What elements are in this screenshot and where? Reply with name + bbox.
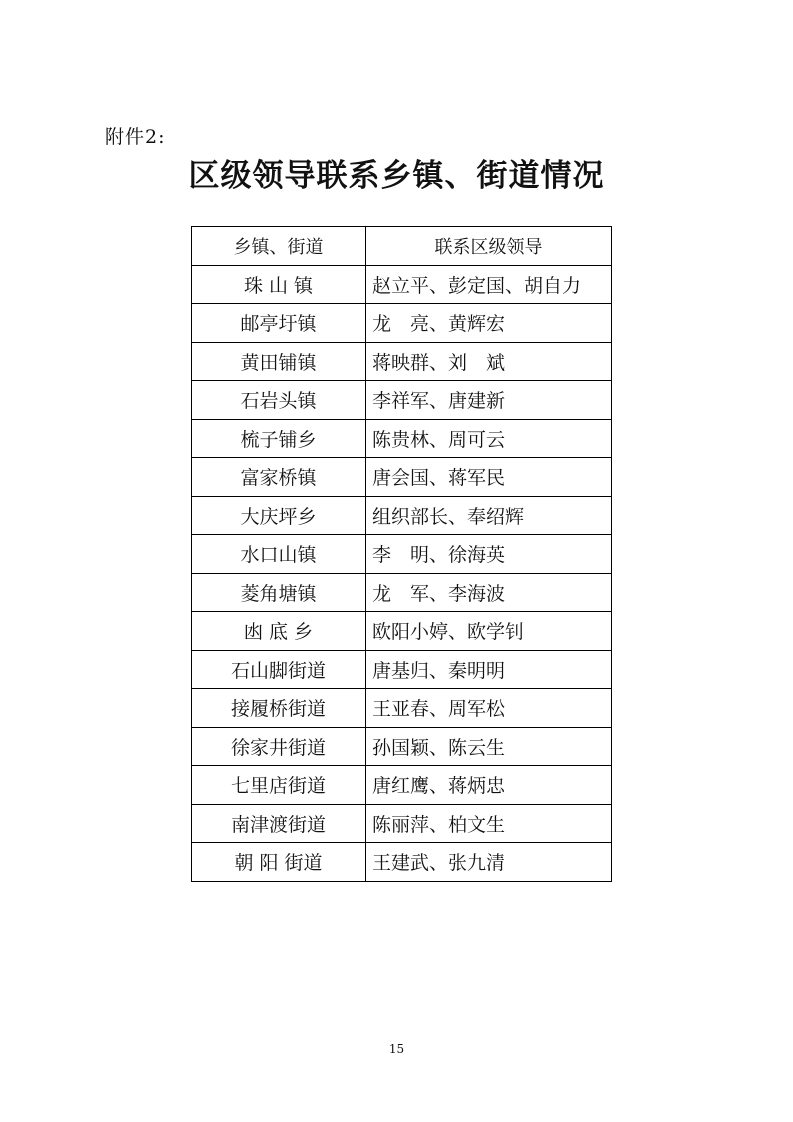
table-row (192, 342, 612, 381)
page-number: 15 (388, 1042, 405, 1056)
leaders-cell: 王建武、张九清 (366, 843, 612, 882)
table-row (192, 727, 612, 766)
town-cell: 石山脚街道 (192, 650, 366, 689)
table-row (192, 804, 612, 843)
leaders-cell: 王亚春、周军松 (366, 689, 612, 728)
header-town: 乡镇、街道 (192, 227, 366, 266)
town-cell: 大庆坪乡 (192, 496, 366, 535)
table-row (192, 496, 612, 535)
leaders-cell: 唐会国、蒋军民 (366, 458, 612, 497)
town-cell: 朝 阳 街道 (192, 843, 366, 882)
table-row (192, 265, 612, 304)
table-row (192, 458, 612, 497)
table-row (192, 419, 612, 458)
town-cell: 富家桥镇 (192, 458, 366, 497)
town-cell: 黄田铺镇 (192, 342, 366, 381)
leaders-cell: 龙 亮、黄辉宏 (366, 304, 612, 343)
leaders-cell: 赵立平、彭定国、胡自力 (366, 265, 612, 304)
leaders-cell: 陈贵林、周可云 (366, 419, 612, 458)
town-cell: 接履桥街道 (192, 689, 366, 728)
table-row (192, 612, 612, 651)
document-title: 区级领导联系乡镇、街道情况 (188, 158, 605, 194)
town-cell: 徐家井街道 (192, 727, 366, 766)
leaders-cell: 唐基归、秦明明 (366, 650, 612, 689)
town-cell: 菱角塘镇 (192, 573, 366, 612)
leaders-cell: 欧阳小婷、欧学钊 (366, 612, 612, 651)
town-cell: 七里店街道 (192, 766, 366, 805)
table-row (192, 843, 612, 882)
town-cell: 石岩头镇 (192, 381, 366, 420)
town-cell: 邮亭圩镇 (192, 304, 366, 343)
town-cell: 南津渡街道 (192, 804, 366, 843)
leader-contact-table (191, 226, 612, 882)
table-row (192, 766, 612, 805)
leaders-cell: 李祥军、唐建新 (366, 381, 612, 420)
table-header-row (192, 227, 612, 266)
town-cell: 梳子铺乡 (192, 419, 366, 458)
table-row (192, 689, 612, 728)
leaders-cell: 孙国颖、陈云生 (366, 727, 612, 766)
leaders-cell: 唐红鹰、蒋炳忠 (366, 766, 612, 805)
table-row (192, 381, 612, 420)
leaders-cell: 龙 军、李海波 (366, 573, 612, 612)
table-row (192, 650, 612, 689)
table-row (192, 304, 612, 343)
attachment-label: 附件2: (105, 126, 166, 148)
table-row (192, 573, 612, 612)
header-leaders: 联系区级领导 (366, 227, 612, 266)
town-cell: 珠 山 镇 (192, 265, 366, 304)
leaders-cell: 蒋映群、刘 斌 (366, 342, 612, 381)
table-row (192, 535, 612, 574)
leaders-cell: 组织部长、奉绍辉 (366, 496, 612, 535)
leaders-cell: 李 明、徐海英 (366, 535, 612, 574)
town-cell: 凼 底 乡 (192, 612, 366, 651)
leaders-cell: 陈丽萍、柏文生 (366, 804, 612, 843)
town-cell: 水口山镇 (192, 535, 366, 574)
